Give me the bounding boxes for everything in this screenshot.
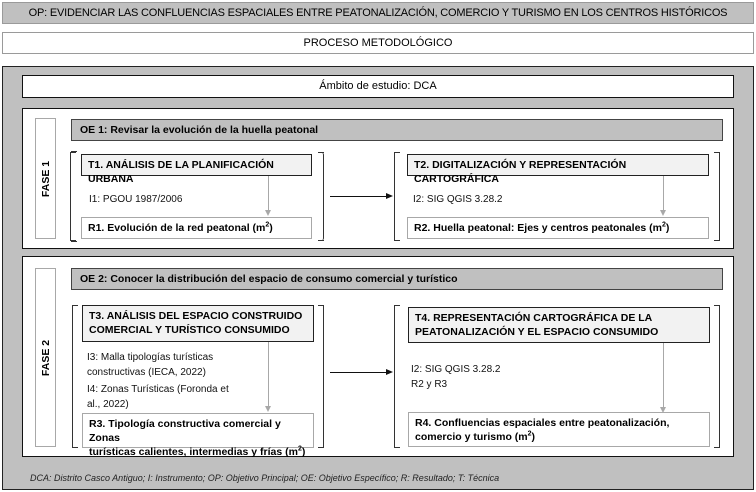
t2-technique-box: T2. DIGITALIZACIÓN Y REPRESENTACIÓN CARTOGRÁFICA — [407, 154, 709, 176]
r3-result-line2: turísticas calientes, intermedias y frías (m — [89, 446, 298, 458]
t1-instrument: I1: PGOU 1987/2006 — [89, 194, 183, 205]
r3-result-line1: R3. Tipología constructiva comercial y Zonas — [89, 418, 281, 444]
phase-2-connector-line — [330, 372, 386, 373]
r4-result-line2: comercio y turismo (m — [415, 431, 528, 443]
r4-result-tail: ) — [531, 431, 536, 443]
phase-2-objective: OE 2: Conocer la distribución del espacio de consumo comercial y turístico — [71, 268, 723, 290]
t4-bracket-top-right — [714, 305, 720, 306]
t3-technique-box — [82, 305, 314, 342]
r4-result-box — [408, 412, 710, 447]
abbreviations-legend: DCA: Distrito Casco Antiguo; I: Instrumento; OP: Objetivo Principal; OE: Objetivo Específico; R: Resultado; T: Técnica — [30, 473, 500, 483]
t2-arrow-head — [660, 210, 666, 216]
t3-bracket-bottom-right — [318, 447, 324, 448]
t4-instrument-line: al., 2022) — [87, 399, 129, 410]
t1-bracket-bottom-left — [70, 240, 76, 241]
t4-bracket-bottom-left — [394, 447, 400, 448]
t4-instruments — [411, 362, 501, 392]
t3-arrow-head — [265, 406, 271, 412]
r3-result-tail: ) — [301, 446, 306, 458]
t3-technique-line2: COMERCIAL Y TURÍSTICO CONSUMIDO — [89, 324, 290, 336]
phase-1-label-text: FASE 1 — [39, 160, 52, 197]
r2-result-text: R2. Huella peatonal: Ejes y centros peatonales (m — [414, 222, 662, 234]
t2-bracket-top-right — [714, 152, 720, 153]
r4-result-sup: 2 — [527, 430, 532, 438]
t2-instrument: I2: SIG QGIS 3.28.2 — [413, 194, 503, 205]
r1-result-sup: 2 — [265, 221, 270, 229]
t1-bracket-top-right — [318, 152, 324, 153]
t3-instruments — [87, 350, 257, 412]
t4-technique-box — [408, 307, 710, 343]
study-scope-box: Ámbito de estudio: DCA — [22, 75, 734, 98]
r2-result-tail: ) — [665, 222, 670, 234]
t3-bracket-bottom-left — [72, 447, 78, 448]
t3-instrument-line: constructivas (IECA, 2022) — [87, 367, 206, 378]
phase-1-label — [35, 118, 56, 239]
t2-bracket-bottom-left — [394, 240, 400, 241]
t4-technique-line1: T4. REPRESENTACIÓN CARTOGRÁFICA DE LA — [415, 312, 653, 324]
t1-bracket-top-left — [70, 152, 76, 153]
r1-result-text: R1. Evolución de la red peatonal (m — [88, 222, 266, 234]
t4-bracket-top-left — [394, 305, 400, 306]
phase-2-label — [35, 268, 56, 447]
r4-result-line1: R4. Confluencias espaciales entre peatonalización, — [415, 417, 670, 429]
phase-2-label-text: FASE 2 — [39, 339, 52, 376]
main-objective-bar: OP: EVIDENCIAR LAS CONFLUENCIAS ESPACIALES ENTRE PEATONALIZACIÓN, COMERCIO Y TURISMO EN LOS CENTROS HISTÓRICOS — [2, 2, 754, 24]
r2-result-box — [407, 217, 709, 239]
phase-1-connector-line — [330, 196, 386, 197]
t2-arrow-line — [663, 176, 664, 211]
r3-result-box — [82, 413, 314, 458]
t1-technique-box: T1. ANÁLISIS DE LA PLANIFICACIÓN URBANA — [81, 154, 312, 176]
t4-instrument-line: I4: Zonas Turísticas (Foronda et — [87, 384, 229, 395]
r2-result-sup: 2 — [662, 221, 666, 229]
t3-technique-line1: T3. ANÁLISIS DEL ESPACIO CONSTRUIDO — [89, 310, 303, 322]
t3-bracket-top-right — [318, 305, 324, 306]
t1-arrow-head — [265, 210, 271, 216]
t4-arrow-line — [663, 343, 664, 408]
r1-result-tail: ) — [269, 222, 273, 234]
t4-instrument-line: R2 y R3 — [411, 379, 448, 390]
phase-1-connector-head — [386, 193, 393, 199]
phase-2-connector-head — [386, 369, 393, 375]
t4-technique-line2: PEATONALIZACIÓN Y EL ESPACIO CONSUMIDO — [415, 326, 659, 338]
r3-result-sup: 2 — [297, 445, 302, 453]
t4-instrument-line: I2: SIG QGIS 3.28.2 — [411, 364, 501, 375]
t1-arrow-line — [268, 176, 269, 211]
t3-instrument-line: I3: Malla tipologías turísticas — [87, 352, 214, 363]
t2-bracket-bottom-right — [714, 240, 720, 241]
t3-bracket-top-left — [72, 305, 78, 306]
t3-arrow-line — [268, 342, 269, 407]
t1-bracket-bottom-right — [318, 240, 324, 241]
t4-bracket-bottom-right — [714, 447, 720, 448]
process-title-bar: PROCESO METODOLÓGICO — [2, 32, 754, 54]
t2-bracket-top-left — [394, 152, 400, 153]
r1-result-box — [81, 217, 312, 239]
phase-1-objective: OE 1: Revisar la evolución de la huella peatonal — [71, 119, 723, 141]
